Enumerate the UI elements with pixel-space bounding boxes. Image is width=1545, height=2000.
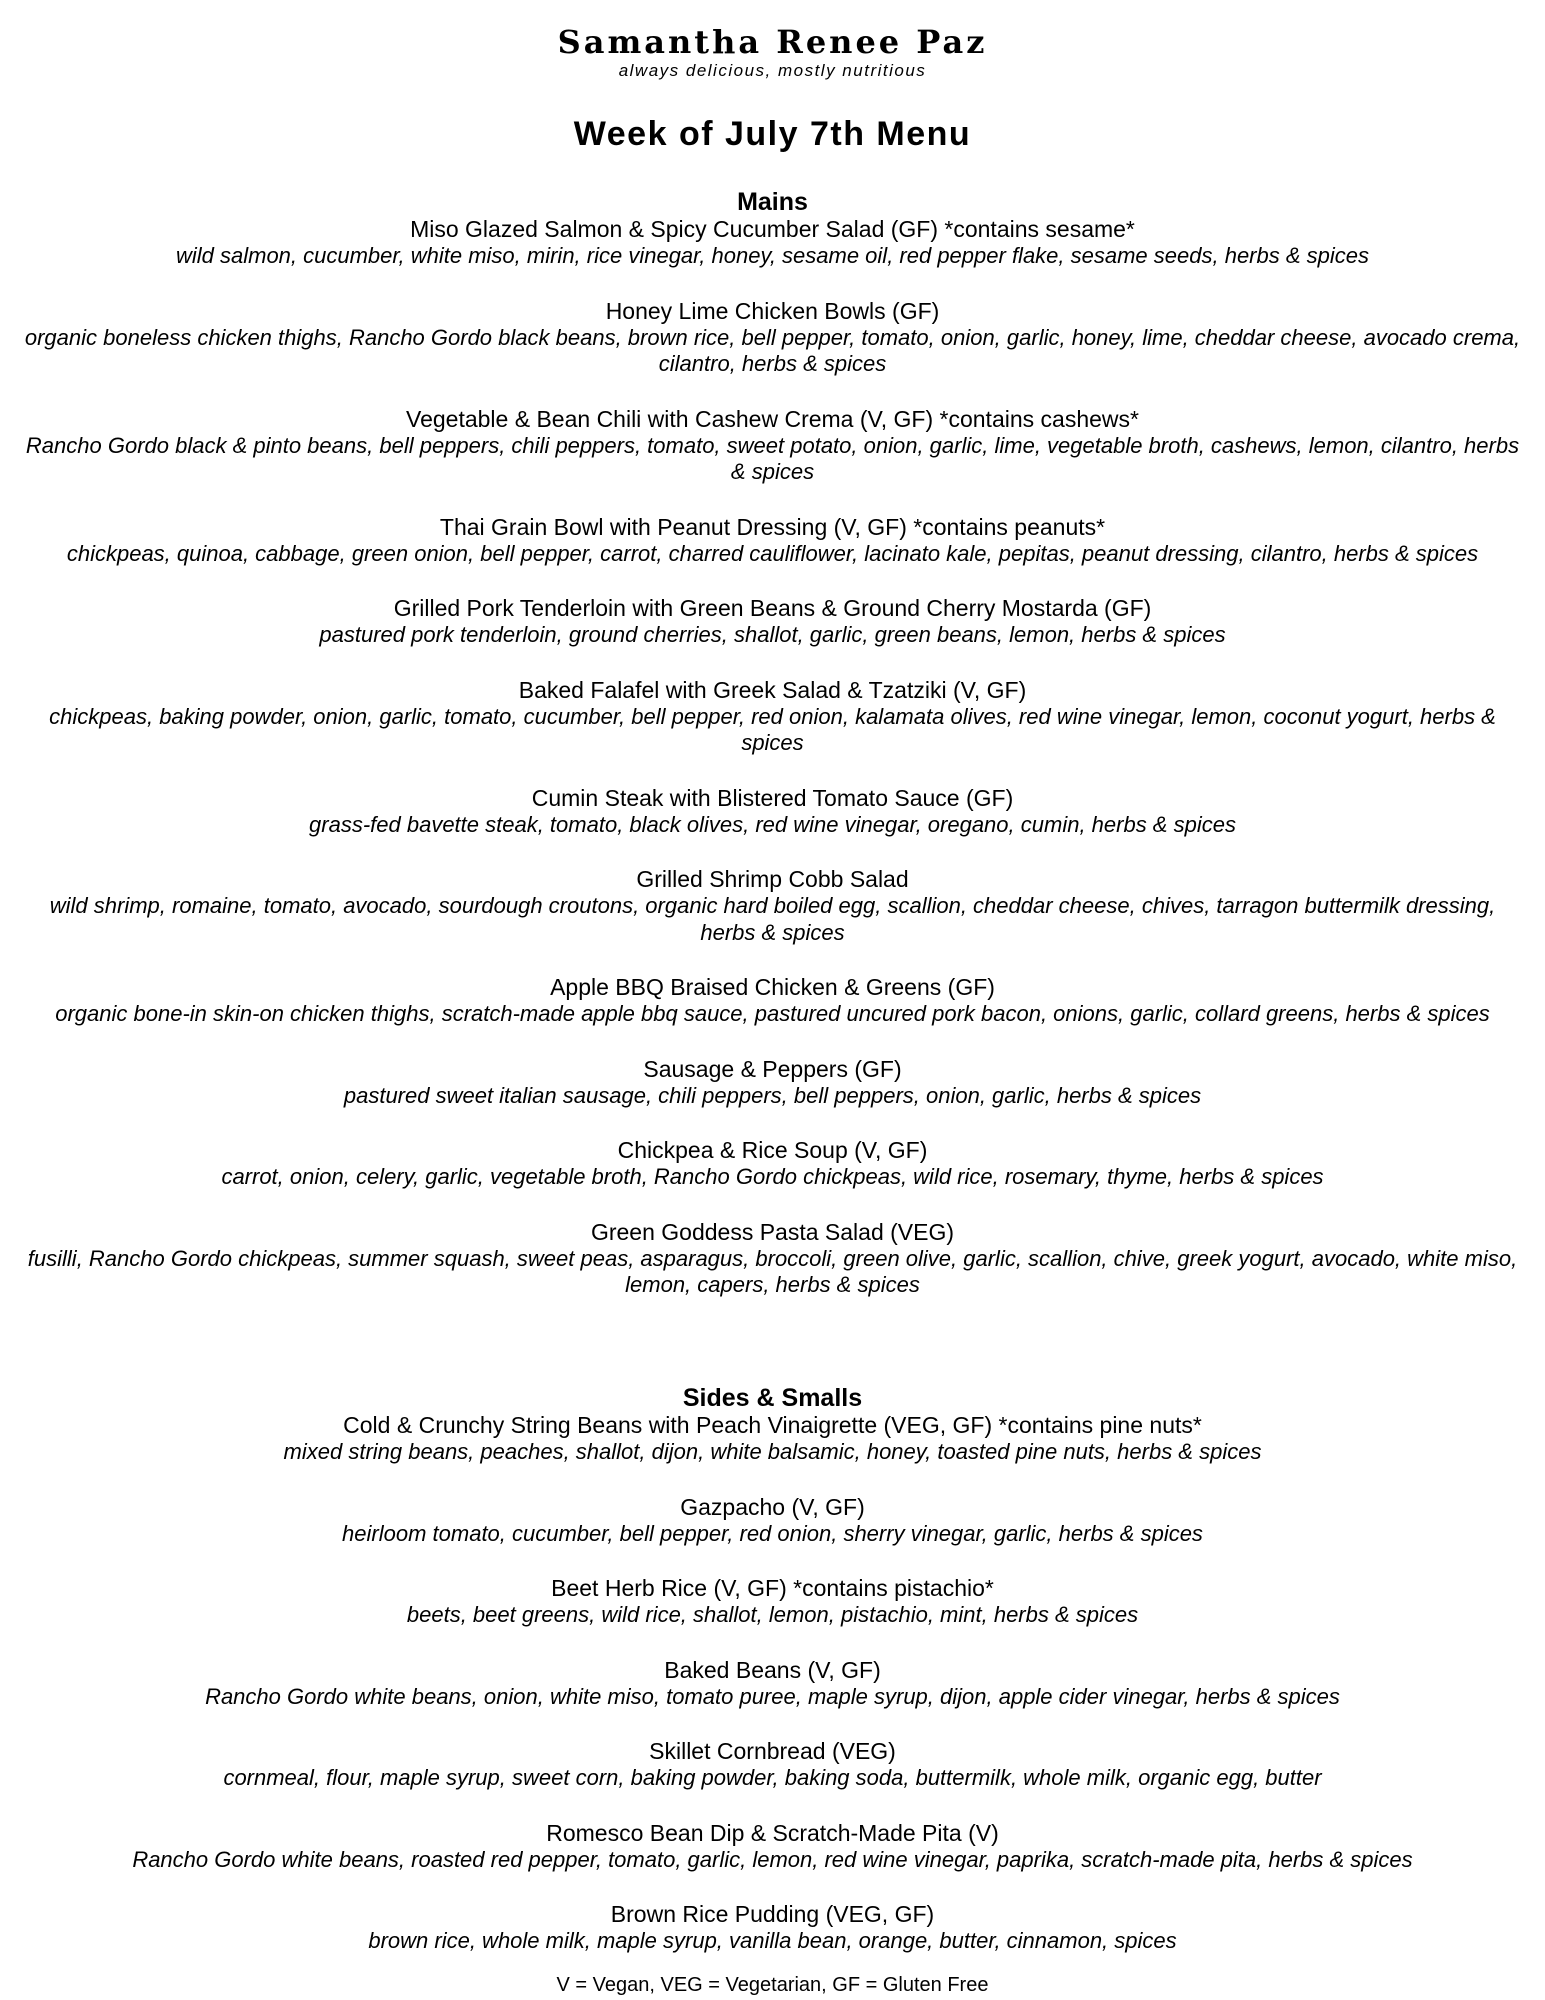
menu-item-ingredients: beets, beet greens, wild rice, shallot, lemon, pistachio, mint, herbs & spices (406, 1602, 1139, 1627)
menu-item (20, 1219, 1525, 1299)
menu-item-ingredients: organic bone-in skin-on chicken thighs, scratch-made apple bbq sauce, pastured uncured pork bacon, onions, garlic, collard greens, herbs & spices (55, 1001, 1490, 1026)
section-title-mains: Mains (737, 188, 808, 216)
menu-item-ingredients: Rancho Gordo white beans, roasted red pepper, tomato, garlic, lemon, red wine vinegar, paprika, scratch-made pita, herbs & spices (132, 1846, 1413, 1872)
menu-item-name: Thai Grain Bowl with Peanut Dressing (V, GF) *contains peanuts* (439, 513, 1106, 540)
menu-item-name: Green Goddess Pasta Salad (VEG) (590, 1218, 955, 1245)
menu-item-name: Sausage & Peppers (GF) (643, 1055, 902, 1082)
menu-item (20, 866, 1525, 946)
menu-item-ingredients: brown rice, whole milk, maple syrup, vanilla bean, orange, butter, cinnamon, spices (368, 1928, 1177, 1953)
menu-item (20, 1820, 1525, 1874)
menu-item-name: Gazpacho (V, GF) (680, 1493, 865, 1520)
menu-item-ingredients: cornmeal, flour, maple syrup, sweet corn, baking powder, baking soda, buttermilk, whole milk, organic egg, butter (223, 1765, 1322, 1790)
menu-item-name: Beet Herb Rice (V, GF) *contains pistachio* (551, 1575, 994, 1601)
menu-item-name: Grilled Shrimp Cobb Salad (636, 866, 909, 892)
menu-item (20, 1412, 1525, 1466)
sides-section (20, 1384, 1525, 1983)
menu-item-ingredients: pastured pork tenderloin, ground cherries, shallot, garlic, green beans, lemon, herbs & spices (319, 622, 1226, 647)
menu-item (20, 1575, 1525, 1629)
menu-item-name: Apple BBQ Braised Chicken & Greens (GF) (550, 974, 995, 1000)
menu-item-name: Skillet Cornbread (VEG) (649, 1738, 896, 1764)
menu-item (20, 514, 1525, 568)
brand-name: Samantha Renee Paz (557, 23, 988, 61)
menu-item (20, 406, 1525, 486)
menu-item (20, 785, 1525, 839)
menu-item (20, 677, 1525, 757)
menu-item-ingredients: fusilli, Rancho Gordo chickpeas, summer squash, sweet peas, asparagus, broccoli, green olive, garlic, scallion, chive, greek yogurt, avocado, white miso, lemon, capers, herbs & spices (27, 1245, 1518, 1297)
menu-item-name: Miso Glazed Salmon & Spicy Cucumber Salad (GF) *contains sesame* (410, 216, 1135, 242)
menu-item-ingredients: heirloom tomato, cucumber, bell pepper, red onion, sherry vinegar, garlic, herbs & spices (342, 1520, 1203, 1546)
menu-item (20, 1657, 1525, 1711)
menu-item (20, 595, 1525, 649)
menu-item-ingredients: chickpeas, baking powder, onion, garlic, tomato, cucumber, bell pepper, red onion, kalamata olives, red wine vinegar, lemon, coconut yogurt, herbs & spices (49, 703, 1496, 755)
section-title-sides: Sides & Smalls (682, 1384, 863, 1412)
menu-item-ingredients: pastured sweet italian sausage, chili peppers, bell peppers, onion, garlic, herbs & spices (343, 1082, 1202, 1108)
menu-item-ingredients: wild salmon, cucumber, white miso, mirin, rice vinegar, honey, sesame oil, red pepper flake, sesame seeds, herbs & spices (175, 243, 1370, 268)
menu-item (20, 298, 1525, 378)
menu-item-name: Honey Lime Chicken Bowls (GF) (605, 297, 940, 324)
menu-item-name: Baked Beans (V, GF) (664, 1656, 881, 1683)
menu-item-name: Chickpea & Rice Soup (V, GF) (617, 1137, 928, 1163)
menu-item (20, 216, 1525, 270)
menu-item-name: Grilled Pork Tenderloin with Green Beans & Ground Cherry Mostarda (GF) (393, 595, 1152, 621)
menu-item (20, 1738, 1525, 1792)
menu-item-ingredients: carrot, onion, celery, garlic, vegetable broth, Rancho Gordo chickpeas, wild rice, rosemary, thyme, herbs & spices (221, 1164, 1324, 1189)
menu-item-ingredients: organic boneless chicken thighs, Rancho Gordo black beans, brown rice, bell pepper, tomato, onion, garlic, honey, lime, cheddar cheese, avocado crema, cilantro, herbs & spices (24, 324, 1521, 376)
menu-item-name: Baked Falafel with Greek Salad & Tzatziki (V, GF) (518, 676, 1027, 703)
menu-item-name: Brown Rice Pudding (VEG, GF) (610, 1901, 935, 1927)
mains-section (20, 188, 1525, 1327)
menu-item-ingredients: Rancho Gordo black & pinto beans, bell peppers, chili peppers, tomato, sweet potato, onion, garlic, lime, vegetable broth, cashews, lemon, cilantro, herbs & spices (25, 432, 1520, 484)
menu-item-name: Vegetable & Bean Chili with Cashew Crema (V, GF) *contains cashews* (406, 405, 1139, 432)
page-title: Week of July 7th Menu (573, 115, 972, 153)
dietary-legend: V = Vegan, VEG = Vegetarian, GF = Gluten Free (556, 1974, 989, 1996)
menu-item-ingredients: Rancho Gordo white beans, onion, white miso, tomato puree, maple syrup, dijon, apple cider vinegar, herbs & spices (205, 1683, 1340, 1709)
menu-item-ingredients: wild shrimp, romaine, tomato, avocado, sourdough croutons, organic hard boiled egg, scallion, cheddar cheese, chives, tarragon buttermilk dressing, herbs & spices (49, 893, 1496, 945)
menu-item-name: Cold & Crunchy String Beans with Peach Vinaigrette (VEG, GF) *contains pine nuts* (343, 1412, 1202, 1438)
menu-item (20, 1494, 1525, 1548)
menu-item-name: Romesco Bean Dip & Scratch-Made Pita (V) (546, 1819, 999, 1846)
menu-item-name: Cumin Steak with Blistered Tomato Sauce (GF) (531, 784, 1014, 811)
menu-item-ingredients: chickpeas, quinoa, cabbage, green onion, bell pepper, carrot, charred cauliflower, lacinato kale, pepitas, peanut dressing, cilantro, herbs & spices (66, 540, 1479, 566)
menu-item-ingredients: mixed string beans, peaches, shallot, dijon, white balsamic, honey, toasted pine nuts, herbs & spices (283, 1439, 1262, 1464)
menu-item (20, 1137, 1525, 1191)
menu-item-ingredients: grass-fed bavette steak, tomato, black olives, red wine vinegar, oregano, cumin, herbs & spices (309, 811, 1236, 837)
menu-item (20, 1901, 1525, 1955)
menu-item (20, 974, 1525, 1028)
brand-tagline: always delicious, mostly nutritious (618, 61, 927, 80)
menu-item (20, 1056, 1525, 1110)
